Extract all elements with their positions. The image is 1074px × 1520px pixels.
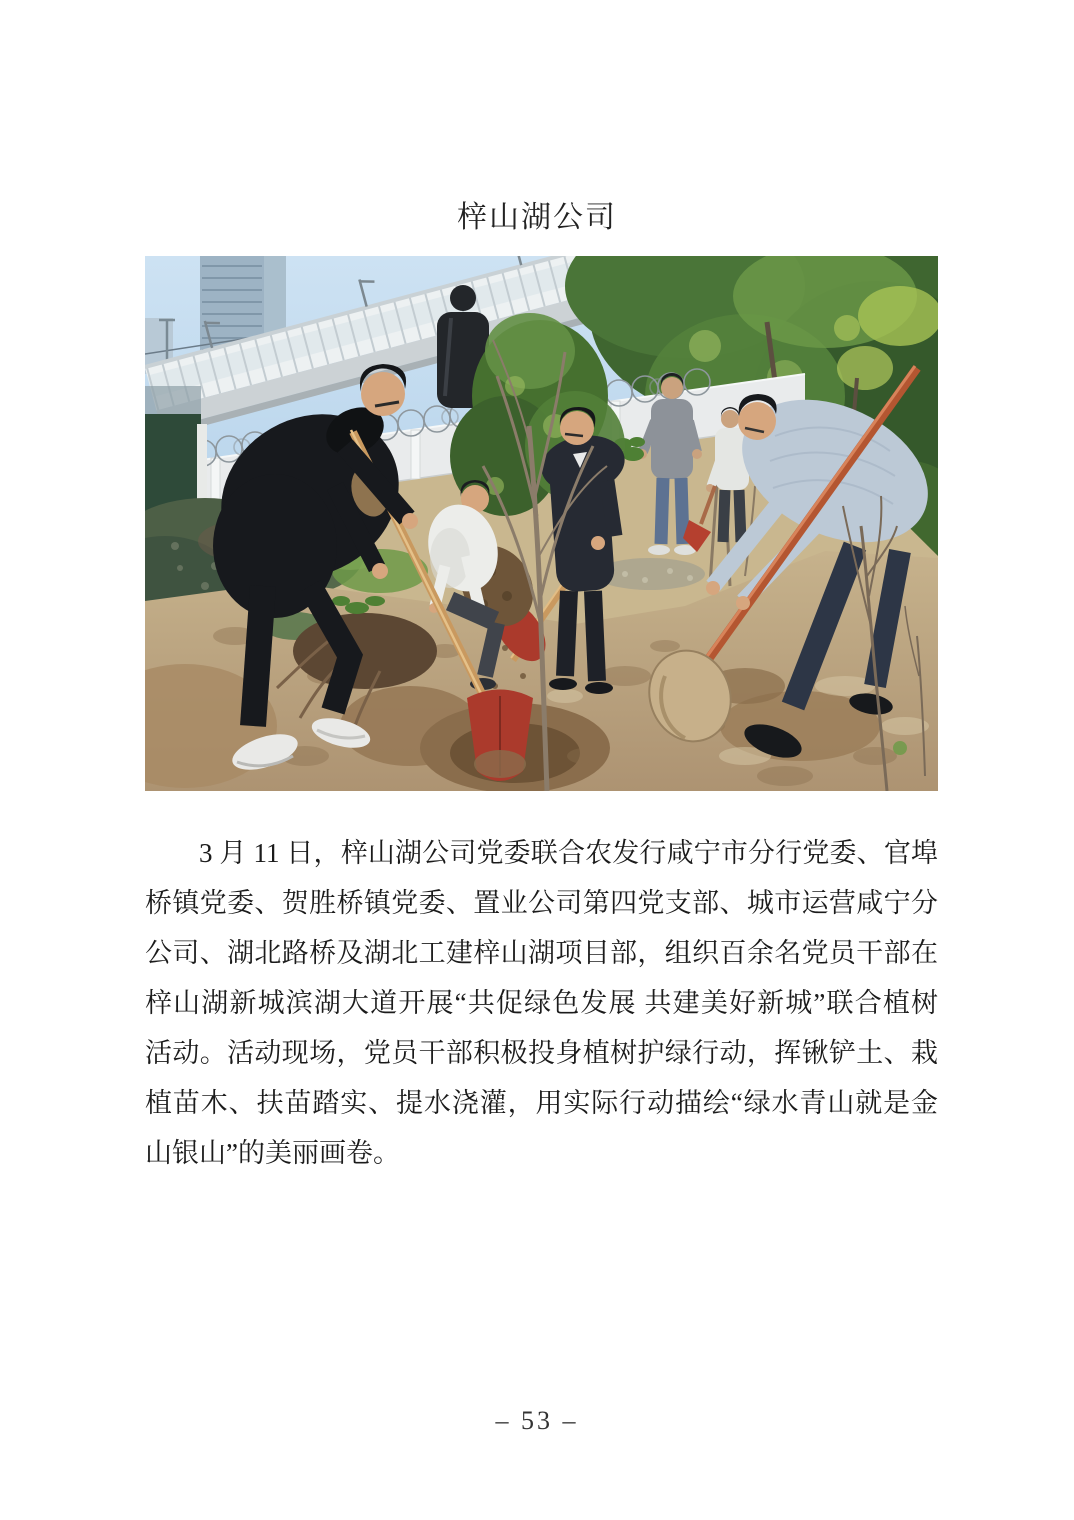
page-title: 梓山湖公司 [457,201,617,234]
paragraph-line: 山银山”的美丽画卷。 [145,1138,400,1168]
page-number: – 53 – [495,1406,579,1435]
photo-illustration [145,256,938,791]
paragraph-line: 活动。活动现场，党员干部积极投身植树护绿行动，挥锹铲土、栽 [145,1038,938,1068]
photo-tree-planting [145,256,938,791]
paragraph-line: 3 月 11 日，梓山湖公司党委联合农发行咸宁市分行党委、官埠 [199,838,938,868]
paragraph-line: 公司、湖北路桥及湖北工建梓山湖项目部，组织百余名党员干部在 [145,938,938,968]
paragraph-line: 梓山湖新城滨湖大道开展“共促绿色发展 共建美好新城”联合植树 [145,988,938,1018]
article-paragraph [145,828,938,1178]
paragraph-line: 桥镇党委、贺胜桥镇党委、置业公司第四党支部、城市运营咸宁分 [145,888,938,918]
paragraph-line: 植苗木、扶苗踏实、提水浇灌，用实际行动描绘“绿水青山就是金 [145,1088,938,1118]
